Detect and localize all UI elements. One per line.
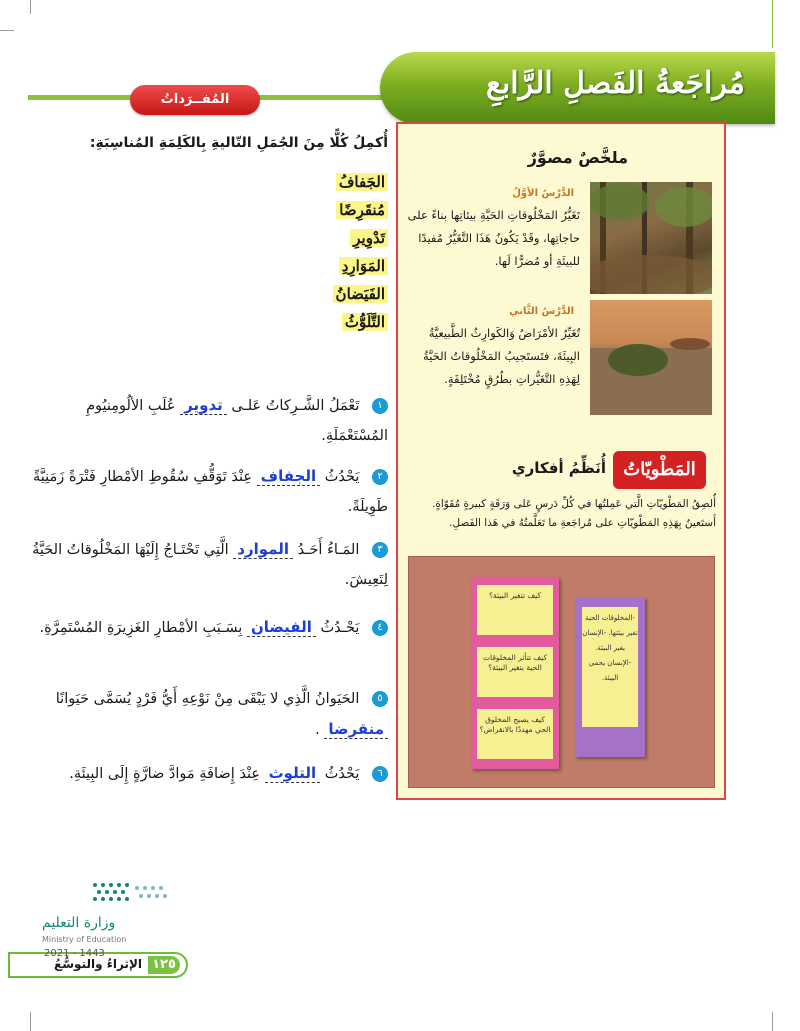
foldables-instructions: أُلصِقُ المَطْويّاتِ الَّتي عَمِلتُها في كُلِّ دَرسٍ عَلى وَرَقَةٍ كبيرةٍ مُقَوّاةٍ. أَستَعينُ بِهَذِهِ المَطْويّاتِ على مُراجَعةِ ما تَعَلَّمتُهُ في هَذا الفَصلِ. <box>432 498 716 529</box>
word-bank-item: مُنقَرِضًا <box>268 200 388 219</box>
year-code: 2021 - 1443 <box>44 948 105 959</box>
ministry-name: وزارة التعليم <box>42 915 116 931</box>
chapter-title: مُراجَعةُ الفَصلِ الرَّابعِ <box>485 66 745 101</box>
trees-illustration <box>590 182 712 294</box>
foldable-card: -المخلوقات الحية تغير بيئتها. -الإنسان يغير البيئة. -الإنسان يحمي البيئة. <box>582 607 638 727</box>
word-bank <box>268 172 388 340</box>
page-number: ١٢٥ <box>148 956 180 974</box>
foldable-board-pink <box>471 577 559 769</box>
ministry-logo-icon <box>85 877 185 907</box>
question-4: ٤ يَحْـدُثُ الفيضان بِسَـبَبِ الأمْطارِ الغَزِيرَةِ المُسْتَمِرَّةِ. <box>16 612 388 643</box>
answer-field[interactable]: الموارد <box>233 540 293 559</box>
foldable-card: كيف يصبح المخلوق الحي مهددًا بالانقراض؟ <box>477 709 553 759</box>
crop-mark <box>772 0 773 48</box>
question-1: ١ تَعْمَلُ الشَّـرِكاتُ عَلـى تدوير عُلَبِ الألُومِنيُومِ المُسْتَعْمَلَةِ. <box>86 396 388 444</box>
ministry-name-english: Ministry of Education <box>42 935 127 944</box>
foldables-heading: أُنَظِّمُ أفكاري <box>511 459 606 477</box>
answer-field[interactable]: تدوير <box>180 396 227 415</box>
foldable-card: كيف تتغير البيئة؟ <box>477 585 553 635</box>
crop-mark <box>30 0 31 14</box>
footer-label: الإثراءُ والتوسُّعُ <box>54 957 142 971</box>
flood-photo <box>590 300 712 415</box>
answer-field[interactable]: الجفاف <box>257 467 320 486</box>
question-2: ٢ يَحْدُثُ الجفاف عِنْدَ تَوَقُّفِ سُقُوطِ الأمْطارِ فَتْرَةً زَمَنِيَّةً طَوِيلَةً. <box>32 467 388 515</box>
word-bank-item: المَوَارِدِ <box>268 256 388 275</box>
question-number: ٤ <box>372 620 388 636</box>
question-5: ٥ الحَيَوانُ الَّذِي لا يَبْقَى مِنْ نَوْعِهِ أَيُّ فَرْدٍ يُسَمَّى حَيَوانًا منقرضا . <box>16 684 388 745</box>
visual-summary-panel <box>396 122 726 800</box>
question-number: ٣ <box>372 542 388 558</box>
vocabulary-tab: المُفــرَداتُ <box>130 85 260 115</box>
answer-field[interactable]: التلوث <box>265 764 321 783</box>
word-bank-item: التَّلَوُّثُ <box>268 312 388 331</box>
lesson2-label: الدَّرْسُ الثَّاني <box>509 306 574 317</box>
flood-illustration <box>590 300 712 415</box>
answer-field[interactable]: الفيضان <box>247 618 316 637</box>
lesson2-text: تُغَيِّرُ الأمْرَاضُ وَالكَوارِثُ الطَّبيعيَّةُ البِيئَةَ، فتَستَجيبُ المَخْلُوقاتُ الحَيَّةُ لِهَذِهِ التَّغَيُّراتِ بطُرُقٍ مُخْتَلِفَةٍ. <box>423 326 580 386</box>
crop-mark <box>772 1012 773 1031</box>
word-bank-item: تَدْوِيرِ <box>268 228 388 247</box>
foldable-card: كيف تتأثر المخلوقات الحية بتغير البيئة؟ <box>477 647 553 697</box>
answer-field[interactable]: منقرضا <box>324 720 388 739</box>
question-number: ٥ <box>372 691 388 707</box>
summary-title: ملخَّصٌ مصوَّرٌ <box>527 148 628 167</box>
exercise-instruction: أُكمِلُ كُلًّا مِنَ الجُمَلِ التّاليةِ بِالكَلِمَةِ المُناسِبَةِ: <box>89 135 388 151</box>
foldable-board-purple <box>575 597 645 757</box>
foldables-badge: المَطْويّاتُ <box>613 451 706 489</box>
question-number: ٦ <box>372 766 388 782</box>
word-bank-item: الفَيَضانُ <box>268 284 388 303</box>
word-bank-item: الجَفافُ <box>268 172 388 191</box>
question-number: ١ <box>372 398 388 414</box>
lesson1-text: تَغَيُّرُ المَخْلُوقاتِ الحَيَّةِ بيئاتِها بناءً على حاجاتِها، وقَدْ يَكُونُ هَذَا التَّغَيُّرُ مُفيدًا للبيئَةِ أو مُضرًّا لَها. <box>407 208 580 268</box>
crop-mark <box>0 30 14 31</box>
forest-photo <box>590 182 712 294</box>
question-number: ٢ <box>372 469 388 485</box>
question-3: ٣ المَـاءُ أَحَـدُ الموارد الَّتِي تَحْتَـاجُ إِلَيْهَا المَخْلُوقاتُ الحَيَّةُ لِتَعِيشَ. <box>32 540 388 588</box>
foldables-photo <box>408 556 715 788</box>
chapter-banner <box>380 52 775 124</box>
lesson1-label: الدَّرْسُ الأوَّلُ <box>512 188 574 199</box>
crop-mark <box>30 1012 31 1031</box>
question-6: ٦ يَحْدُثُ التلوث عِنْدَ إِضافَةِ مَوادَّ ضارَّةٍ إِلَى البِيئَةِ. <box>16 758 388 789</box>
